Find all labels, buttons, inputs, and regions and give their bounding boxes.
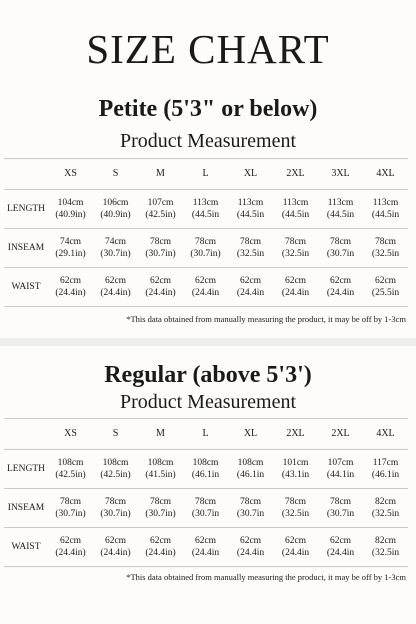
measurement-cell [363, 450, 408, 489]
measurement-cell [273, 450, 318, 489]
cm-value: 113cm [282, 198, 309, 208]
size-header: S [93, 159, 138, 190]
measurement-cell [363, 528, 408, 567]
measurement-cell [228, 190, 273, 229]
cm-value: 78cm [239, 497, 262, 507]
cm-value: 78cm [329, 237, 352, 247]
size-header: XL [228, 159, 273, 190]
inch-value: (32.5in [371, 249, 400, 259]
inch-value: (30.7in) [100, 249, 131, 259]
inch-value: (40.9in) [55, 210, 86, 220]
measurement-cell [228, 450, 273, 489]
measurement-cell [93, 450, 138, 489]
cm-value: 74cm [104, 237, 127, 247]
inch-value: (25.5in [371, 288, 400, 298]
size-header: 3XL [318, 159, 363, 190]
cm-value: 104cm [57, 198, 84, 208]
size-header: 2XL [273, 419, 318, 450]
inch-value: (24.4in) [145, 288, 176, 298]
row-label: LENGTH [4, 190, 48, 229]
cm-value: 62cm [194, 536, 217, 546]
measurement-cell [93, 489, 138, 528]
cm-value: 108cm [192, 458, 219, 468]
inch-value: (30.7in [326, 509, 355, 519]
inch-value: (24.4in [326, 288, 355, 298]
inch-value: (44.5in [371, 210, 400, 220]
inch-value: (24.4in) [55, 288, 86, 298]
inch-value: (44.1in [326, 470, 355, 480]
row-label: INSEAM [4, 229, 48, 268]
measurement-cell [93, 268, 138, 307]
cm-value: 74cm [59, 237, 82, 247]
measurement-cell [48, 489, 93, 528]
size-header: 2XL [273, 159, 318, 190]
measurement-cell [363, 229, 408, 268]
cm-value: 78cm [239, 237, 262, 247]
measurement-cell [318, 268, 363, 307]
cm-value: 62cm [284, 276, 307, 286]
inch-value: (43.1in [281, 470, 310, 480]
measurement-cell [228, 229, 273, 268]
inch-value: (46.1in [236, 470, 265, 480]
cm-value: 62cm [374, 276, 397, 286]
size-header: M [138, 159, 183, 190]
size-header: 4XL [363, 159, 408, 190]
inch-value: (44.5in [191, 210, 220, 220]
cm-value: 78cm [104, 497, 127, 507]
page-title: SIZE CHART [86, 26, 330, 72]
cm-value: 107cm [327, 458, 354, 468]
cm-value: 62cm [329, 536, 352, 546]
cm-value: 78cm [149, 237, 172, 247]
cm-value: 62cm [194, 276, 217, 286]
measurement-cell [273, 190, 318, 229]
table-row [4, 268, 408, 307]
measurement-cell [183, 268, 228, 307]
measurement-cell [273, 268, 318, 307]
row-label: LENGTH [4, 450, 48, 489]
inch-value: (32.5in [281, 509, 310, 519]
inch-value: (30.7in) [190, 249, 221, 259]
inch-value: (44.5in [326, 210, 355, 220]
measurement-cell [183, 528, 228, 567]
table-row [4, 528, 408, 567]
cm-value: 82cm [374, 497, 397, 507]
size-header: L [183, 159, 228, 190]
size-header-row [4, 159, 408, 190]
cm-value: 78cm [149, 497, 172, 507]
inch-value: (32.5in [281, 249, 310, 259]
inch-value: (24.4in [326, 548, 355, 558]
cm-value: 78cm [194, 497, 217, 507]
regular-size-table [4, 418, 408, 567]
row-label: WAIST [4, 268, 48, 307]
inch-value: (42.5in) [145, 210, 176, 220]
petite-title: Petite (5'3" or below) [98, 96, 318, 122]
measurement-cell [318, 190, 363, 229]
cm-value: 62cm [104, 276, 127, 286]
size-header: 4XL [363, 419, 408, 450]
measurement-cell [318, 528, 363, 567]
measurement-cell [138, 450, 183, 489]
measurement-cell [273, 528, 318, 567]
measurement-cell [138, 489, 183, 528]
cm-value: 108cm [57, 458, 84, 468]
measurement-cell [93, 528, 138, 567]
petite-size-table [4, 158, 408, 307]
table-row [4, 489, 408, 528]
size-header: XL [228, 419, 273, 450]
cm-value: 101cm [282, 458, 309, 468]
inch-value: (32.5in [371, 509, 400, 519]
inch-value: (24.4in) [145, 548, 176, 558]
measurement-cell [93, 229, 138, 268]
measurement-cell [48, 528, 93, 567]
cm-value: 108cm [102, 458, 129, 468]
cm-value: 78cm [59, 497, 82, 507]
measurement-cell [318, 229, 363, 268]
measurement-cell [183, 190, 228, 229]
measurement-cell [273, 489, 318, 528]
cm-value: 113cm [327, 198, 354, 208]
measurement-cell [93, 190, 138, 229]
inch-value: (40.9in) [100, 210, 131, 220]
cm-value: 108cm [237, 458, 264, 468]
measurement-cell [48, 268, 93, 307]
measurement-cell [183, 450, 228, 489]
measurement-cell [138, 190, 183, 229]
inch-value: (32.5in [236, 249, 265, 259]
header-corner [4, 159, 48, 190]
table-row [4, 450, 408, 489]
regular-note: *This data obtained from manually measuring the product, it may be off by 1-3cm [126, 572, 406, 582]
section-divider [0, 338, 416, 346]
cm-value: 62cm [59, 536, 82, 546]
inch-value: (24.4in [236, 548, 265, 558]
cm-value: 78cm [374, 237, 397, 247]
measurement-cell [48, 229, 93, 268]
inch-value: (30.7in) [100, 509, 131, 519]
row-label: WAIST [4, 528, 48, 567]
measurement-cell [363, 190, 408, 229]
inch-value: (42.5in) [100, 470, 131, 480]
cm-value: 113cm [237, 198, 264, 208]
cm-value: 106cm [102, 198, 129, 208]
cm-value: 113cm [372, 198, 399, 208]
size-header: XS [48, 419, 93, 450]
inch-value: (44.5in [281, 210, 310, 220]
cm-value: 108cm [147, 458, 174, 468]
table-row [4, 229, 408, 268]
inch-value: (24.4in [191, 288, 220, 298]
measurement-cell [318, 450, 363, 489]
cm-value: 82cm [374, 536, 397, 546]
inch-value: (41.5in) [145, 470, 176, 480]
cm-value: 113cm [192, 198, 219, 208]
measurement-cell [228, 268, 273, 307]
measurement-cell [138, 528, 183, 567]
size-header: L [183, 419, 228, 450]
inch-value: (30.7in) [145, 249, 176, 259]
inch-value: (24.4in) [100, 288, 131, 298]
measurement-cell [228, 528, 273, 567]
inch-value: (24.4in) [55, 548, 86, 558]
measurement-cell [48, 450, 93, 489]
inch-value: (24.4in [191, 548, 220, 558]
inch-value: (24.4in [236, 288, 265, 298]
cm-value: 62cm [59, 276, 82, 286]
cm-value: 78cm [329, 497, 352, 507]
measurement-cell [363, 489, 408, 528]
cm-value: 62cm [149, 536, 172, 546]
inch-value: (32.5in [371, 548, 400, 558]
measurement-cell [138, 229, 183, 268]
size-header: 2XL [318, 419, 363, 450]
table-row [4, 190, 408, 229]
measurement-cell [273, 229, 318, 268]
inch-value: (30.7in) [55, 509, 86, 519]
inch-value: (46.1in [371, 470, 400, 480]
cm-value: 62cm [284, 536, 307, 546]
petite-subtitle: Product Measurement [119, 130, 297, 152]
inch-value: (42.5in) [55, 470, 86, 480]
size-header-row [4, 419, 408, 450]
inch-value: (30.7in [191, 509, 220, 519]
cm-value: 62cm [149, 276, 172, 286]
inch-value: (30.7in) [145, 509, 176, 519]
cm-value: 62cm [239, 536, 262, 546]
regular-panel [0, 346, 416, 624]
header-corner [4, 419, 48, 450]
measurement-cell [363, 268, 408, 307]
measurement-cell [48, 190, 93, 229]
size-header: M [138, 419, 183, 450]
size-header: S [93, 419, 138, 450]
cm-value: 117cm [372, 458, 399, 468]
measurement-cell [318, 489, 363, 528]
cm-value: 62cm [329, 276, 352, 286]
regular-title: Regular (above 5'3') [104, 362, 312, 388]
inch-value: (30.7in [236, 509, 265, 519]
inch-value: (44.5in [236, 210, 265, 220]
measurement-cell [228, 489, 273, 528]
measurement-cell [183, 489, 228, 528]
petite-note: *This data obtained from manually measuring the product, it may be off by 1-3cm [126, 314, 406, 324]
inch-value: (46.1in [191, 470, 220, 480]
cm-value: 78cm [284, 237, 307, 247]
cm-value: 62cm [104, 536, 127, 546]
cm-value: 107cm [147, 198, 174, 208]
cm-value: 78cm [284, 497, 307, 507]
inch-value: (24.4in [281, 548, 310, 558]
measurement-cell [138, 268, 183, 307]
inch-value: (30.7in [326, 249, 355, 259]
inch-value: (29.1in) [55, 249, 86, 259]
measurement-cell [183, 229, 228, 268]
inch-value: (24.4in) [100, 548, 131, 558]
cm-value: 62cm [239, 276, 262, 286]
inch-value: (24.4in [281, 288, 310, 298]
cm-value: 78cm [194, 237, 217, 247]
row-label: INSEAM [4, 489, 48, 528]
size-header: XS [48, 159, 93, 190]
regular-subtitle: Product Measurement [119, 391, 297, 413]
